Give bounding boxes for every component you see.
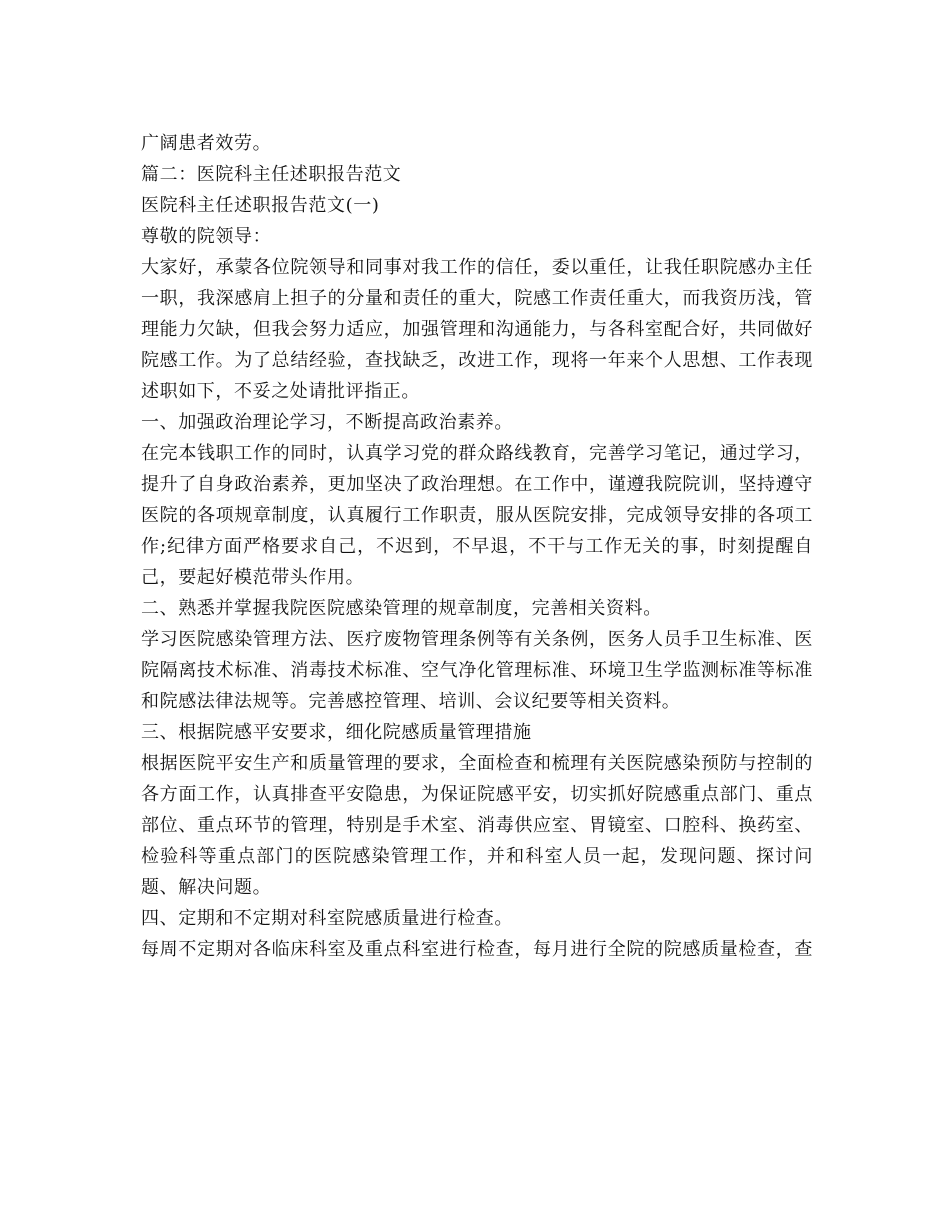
text-line: 部位、重点环节的管理，特别是手术室、消毒供应室、胃镜室、口腔科、换药室、 — [141, 815, 813, 836]
text-line: 理能力欠缺，但我会努力适应，加强管理和沟通能力，与各科室配合好，共同做好 — [141, 319, 813, 340]
text-line: 四、定期和不定期对科室院感质量进行检查。 — [141, 908, 513, 929]
text-line: 己，要起好模范带头作用。 — [141, 567, 365, 588]
text-line: 广阔患者效劳。 — [141, 133, 272, 154]
text-line: 学习医院感染管理方法、医疗废物管理条例等有关条例，医务人员手卫生标准、医 — [141, 629, 813, 650]
text-line: 在完本钱职工作的同时，认真学习党的群众路线教育，完善学习笔记，通过学习， — [141, 443, 813, 464]
text-line: 二、熟悉并掌握我院医院感染管理的规章制度，完善相关资料。 — [141, 598, 662, 619]
document-body — [141, 128, 813, 965]
text-line: 医院科主任述职报告范文(一) — [141, 195, 380, 216]
text-line: 题、解决问题。 — [141, 877, 272, 898]
text-line: 作;纪律方面严格要求自己，不迟到，不早退，不干与工作无关的事，时刻提醒自 — [141, 536, 813, 557]
text-line: 根据医院平安生产和质量管理的要求，全面检查和梳理有关医院感染预防与控制的 — [141, 753, 813, 774]
text-line: 每周不定期对各临床科室及重点科室进行检查，每月进行全院的院感质量检查，查 — [141, 939, 813, 960]
text-line: 大家好，承蒙各位院领导和同事对我工作的信任，委以重任，让我任职院感办主任 — [141, 257, 813, 278]
text-line: 一职，我深感肩上担子的分量和责任的重大，院感工作责任重大，而我资历浅，管 — [141, 288, 813, 309]
text-line: 和院感法律法规等。完善感控管理、培训、会议纪要等相关资料。 — [141, 691, 681, 712]
text-line: 尊敬的院领导： — [141, 226, 272, 247]
text-line: 医院的各项规章制度，认真履行工作职责，服从医院安排，完成领导安排的各项工 — [141, 505, 813, 526]
text-line: 述职如下，不妥之处请批评指正。 — [141, 381, 420, 402]
text-line: 提升了自身政治素养，更加坚决了政治理想。在工作中，谨遵我院院训，坚持遵守 — [141, 474, 813, 495]
text-line: 一、加强政治理论学习，不断提高政治素养。 — [141, 412, 513, 433]
text-line: 院隔离技术标准、消毒技术标准、空气净化管理标准、环境卫生学监测标准等标准 — [141, 660, 813, 681]
text-line: 检验科等重点部门的医院感染管理工作，并和科室人员一起，发现问题、探讨问 — [141, 846, 813, 867]
text-line: 篇二：医院科主任述职报告范文 — [141, 164, 402, 185]
text-line: 三、根据院感平安要求，细化院感质量管理措施 — [141, 722, 532, 743]
text-line: 各方面工作，认真排查平安隐患，为保证院感平安，切实抓好院感重点部门、重点 — [141, 784, 813, 805]
text-line: 院感工作。为了总结经验，查找缺乏，改进工作，现将一年来个人思想、工作表现 — [141, 350, 813, 371]
